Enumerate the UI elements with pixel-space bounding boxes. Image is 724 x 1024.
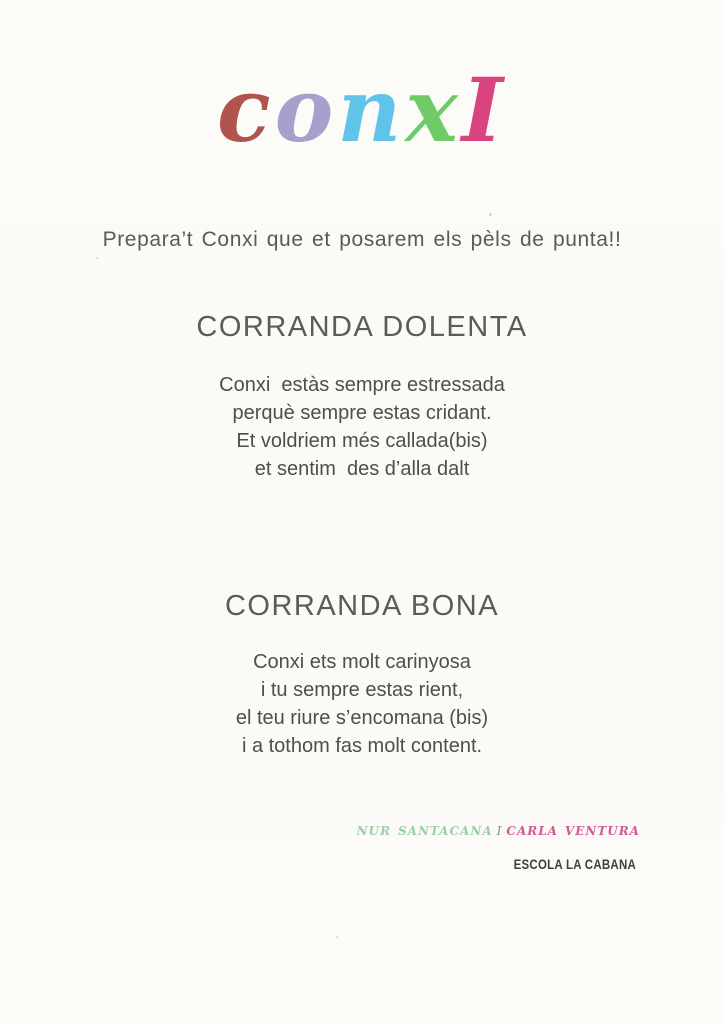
tagline: Prepara’t Conxi que et posarem els pèls de punta!!: [102, 228, 622, 251]
page-title: [0, 58, 724, 162]
poem-line: perquè sempre estas cridant.: [232, 402, 492, 424]
poem-line: et sentim des d’alla dalt: [254, 458, 470, 480]
poem-line: i tu sempre estas rient,: [260, 679, 464, 701]
poem-corranda-dolenta: [0, 371, 724, 483]
title-letter-x: x: [405, 58, 462, 162]
title-letter-c: c: [217, 58, 275, 162]
poem-line: Conxi ets molt carinyosa: [253, 651, 471, 673]
signature-separator: i: [496, 820, 503, 840]
poem-corranda-bona: [0, 648, 724, 760]
section-heading-corranda-bona: CORRANDA BONA: [224, 590, 500, 622]
signature: [357, 820, 640, 840]
poem-line: Conxi estàs sempre estressada: [219, 374, 505, 396]
scan-speck: [336, 936, 338, 938]
scan-speck: [489, 213, 492, 216]
author-name-1: nur santacana: [356, 820, 493, 840]
poem-line: i a tothom fas molt content.: [241, 735, 483, 757]
poem-line: el teu riure s’encomana (bis): [235, 707, 489, 729]
title-letter-o: o: [274, 58, 338, 162]
poem-line: Et voldriem més callada(bis): [236, 430, 488, 452]
author-name-2: carla ventura: [506, 820, 640, 840]
school-name: ESCOLA LA CABANA: [513, 857, 636, 872]
title-letter-i: I: [461, 58, 507, 162]
scan-speck: [96, 257, 98, 259]
title-letter-n: n: [337, 58, 406, 162]
section-heading-corranda-dolenta: CORRANDA DOLENTA: [196, 311, 528, 343]
